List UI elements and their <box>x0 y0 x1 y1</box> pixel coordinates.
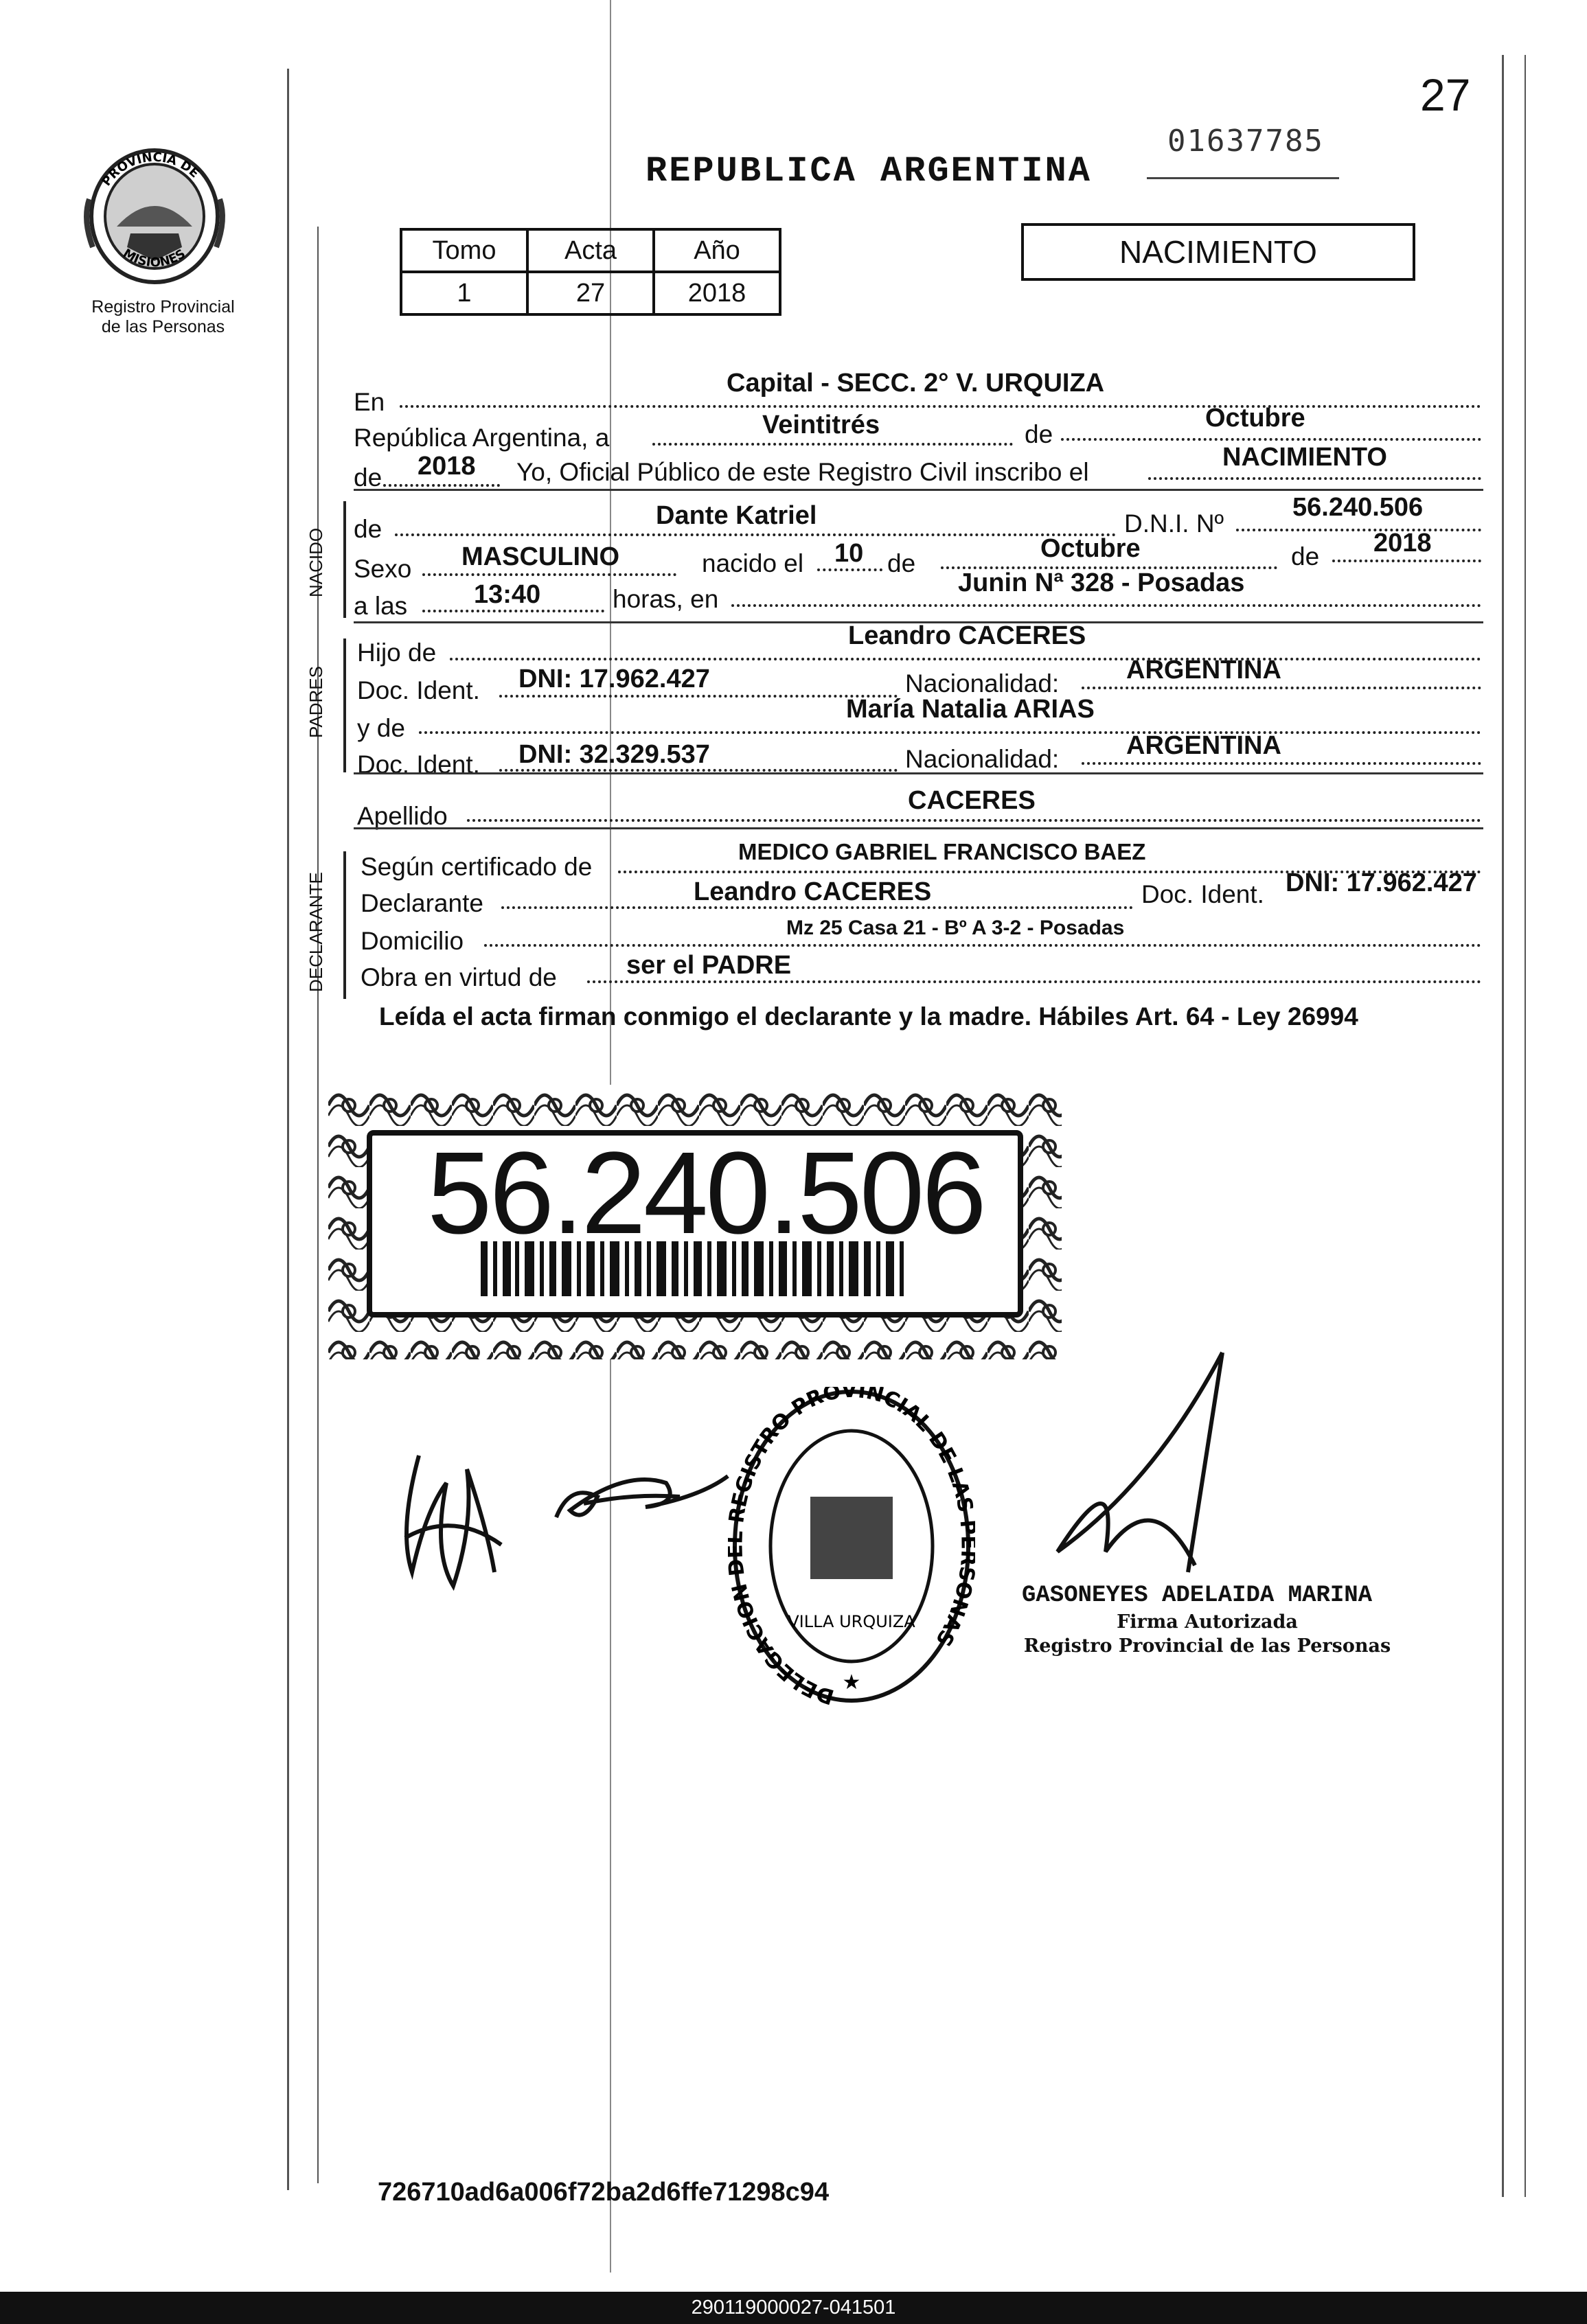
signatory-office: Registro Provincial de las Personas <box>1023 1635 1391 1657</box>
yo-oficial-text: Yo, Oficial Público de este Registro Civil inscribo el <box>516 458 1089 486</box>
day-dots <box>652 443 1013 446</box>
nacido-de-label-2: de <box>887 549 916 577</box>
dni-dots <box>1236 529 1481 531</box>
apellido-label: Apellido <box>357 802 448 830</box>
nacido-de-label: de <box>354 515 383 543</box>
province-seal-logo <box>76 144 233 288</box>
signatory-name: GASONEYES ADELAIDA MARINA <box>1022 1583 1373 1609</box>
right-border-line <box>1502 55 1504 2197</box>
republica-label: República Argentina, a <box>354 424 610 452</box>
de-year-label: de <box>354 463 383 492</box>
father-doc: DNI: 17.962.427 <box>518 665 710 693</box>
domicilio-dots <box>484 944 1481 947</box>
segun-certificado-label: Según certificado de <box>361 853 593 881</box>
obra-dots <box>587 980 1481 983</box>
month: Octubre <box>1205 404 1305 433</box>
footer-code: 290119000027-041501 <box>0 2292 1587 2324</box>
month-dots <box>1061 438 1481 441</box>
year: 2018 <box>418 452 476 481</box>
serial-underline <box>1147 177 1339 179</box>
father-doc-label: Doc. Ident. <box>357 676 480 704</box>
father-nationality: ARGENTINA <box>1126 656 1281 684</box>
name-dots <box>395 533 1116 536</box>
inscribo-dots <box>1148 477 1481 480</box>
mother-signature <box>543 1456 735 1541</box>
nacido-dni: 56.240.506 <box>1292 493 1424 522</box>
declarante-name: Leandro CACERES <box>694 877 932 906</box>
declarante-label: Declarante <box>361 889 483 917</box>
serial-number: 01637785 <box>1167 124 1324 159</box>
stamp-inner-text: VILLA URQUIZA <box>788 1612 915 1631</box>
birth-year-dots <box>1332 560 1481 562</box>
obra-label: Obra en virtud de <box>361 963 557 991</box>
day-words: Veintitrés <box>762 411 880 439</box>
tomo-acta-ano-table <box>400 228 781 316</box>
stamp-ring-text: DELEGACION EGISTRO PROVINCIAL DE LAS ONAS <box>728 1387 975 1709</box>
dni-big-number: 56.240.506 <box>427 1128 984 1258</box>
nacido-bracket <box>343 501 346 618</box>
hijo-de-label: Hijo de <box>357 638 437 667</box>
en-label: En <box>354 388 385 416</box>
mother-nationality: ARGENTINA <box>1126 731 1281 760</box>
right-edge-line <box>1525 55 1526 2197</box>
registry-caption: Registro Provincial de las Personas <box>91 297 235 336</box>
page-number: 27 <box>1420 69 1471 120</box>
left-border-line <box>287 69 289 2190</box>
padres-bracket <box>343 638 346 772</box>
sexo-dots <box>422 573 676 576</box>
value-tomo: 1 <box>401 272 527 314</box>
de-label: de <box>1025 420 1053 448</box>
section-rule-1 <box>354 489 1483 491</box>
document-title: REPUBLICA ARGENTINA <box>646 151 1092 192</box>
signatory-title: Firma Autorizada <box>1117 1611 1298 1633</box>
value-acta: 27 <box>527 272 654 314</box>
section-rule-4 <box>354 827 1483 829</box>
birth-day: 10 <box>834 539 864 568</box>
svg-text:★: ★ <box>842 1670 861 1694</box>
domicilio-value: Mz 25 Casa 21 - Bº A 3-2 - Posadas <box>786 917 1125 939</box>
father-nat-label: Nacionalidad: <box>905 669 1060 698</box>
y-de-label: y de <box>357 714 405 742</box>
record-type-box: NACIMIENTO <box>1021 223 1415 281</box>
signature-block <box>1022 1583 1393 1657</box>
obra-value: ser el PADRE <box>626 951 792 980</box>
father-nat-dots <box>1082 687 1481 689</box>
seal-top-text: PROVINCIA DE <box>99 150 202 189</box>
declarant-signature <box>385 1428 522 1610</box>
sexo-value: MASCULINO <box>461 542 620 571</box>
padres-section-label: PADRES <box>306 666 326 738</box>
birth-time: 13:40 <box>474 580 541 609</box>
header-acta: Acta <box>527 229 654 272</box>
mother-nat-dots <box>1082 762 1481 765</box>
certificado-value: MEDICO GABRIEL FRANCISCO BAEZ <box>738 839 1146 864</box>
declarante-doc: DNI: 17.962.427 <box>1286 868 1477 897</box>
horas-en-label: horas, en <box>613 585 719 613</box>
value-ano: 2018 <box>654 272 780 314</box>
mother-dots <box>419 731 1481 734</box>
left-edge-line <box>317 227 319 2183</box>
place-dots <box>731 604 1481 607</box>
declarante-doc-label: Doc. Ident. <box>1141 880 1264 908</box>
apellido-dots <box>467 819 1481 822</box>
sexo-label: Sexo <box>354 555 412 583</box>
inscribo-value: NACIMIENTO <box>1222 443 1387 472</box>
father-name: Leandro CACERES <box>848 621 1086 650</box>
section-rule-3 <box>354 772 1483 774</box>
registry-stamp <box>728 1387 975 1713</box>
mother-nat-label: Nacionalidad: <box>905 745 1060 773</box>
a-las-label: a las <box>354 592 408 620</box>
father-dots <box>450 658 1481 660</box>
birth-day-dots <box>817 568 882 571</box>
nacido-name: Dante Katriel <box>656 501 817 530</box>
birth-year: 2018 <box>1373 529 1432 557</box>
header-tomo: Tomo <box>401 229 527 272</box>
official-signature <box>1016 1346 1305 1610</box>
domicilio-label: Domicilio <box>361 927 464 955</box>
legal-note: Leída el acta firman conmigo el declarante y la madre. Hábiles Art. 64 - Ley 26994 <box>379 1002 1358 1031</box>
declarante-bracket <box>343 851 346 999</box>
declarante-section-label: DECLARANTE <box>306 872 326 992</box>
birth-place: Junin Nª 328 - Posadas <box>958 568 1245 597</box>
mother-name: María Natalia ARIAS <box>846 695 1095 724</box>
year-dots <box>383 484 500 487</box>
document-hash: 726710ad6a006f72ba2d6ffe71298c94 <box>378 2178 830 2207</box>
nacido-de-label-3: de <box>1291 542 1320 571</box>
header-ano: Año <box>654 229 780 272</box>
mother-doc: DNI: 32.329.537 <box>518 740 710 769</box>
en-value: Capital - SECC. 2° V. URQUIZA <box>727 369 1105 398</box>
nacido-el-label: nacido el <box>702 549 804 577</box>
seal-bottom-text: MISIONES <box>120 246 188 271</box>
mother-doc-label: Doc. Ident. <box>357 750 480 779</box>
en-dots <box>400 405 1481 408</box>
time-dots <box>422 610 604 612</box>
dni-label: D.N.I. Nº <box>1124 509 1224 538</box>
father-doc-dots <box>499 695 898 698</box>
nacido-section-label: NACIDO <box>306 527 326 597</box>
birth-month: Octubre <box>1040 534 1141 563</box>
apellido-value: CACERES <box>908 786 1036 815</box>
